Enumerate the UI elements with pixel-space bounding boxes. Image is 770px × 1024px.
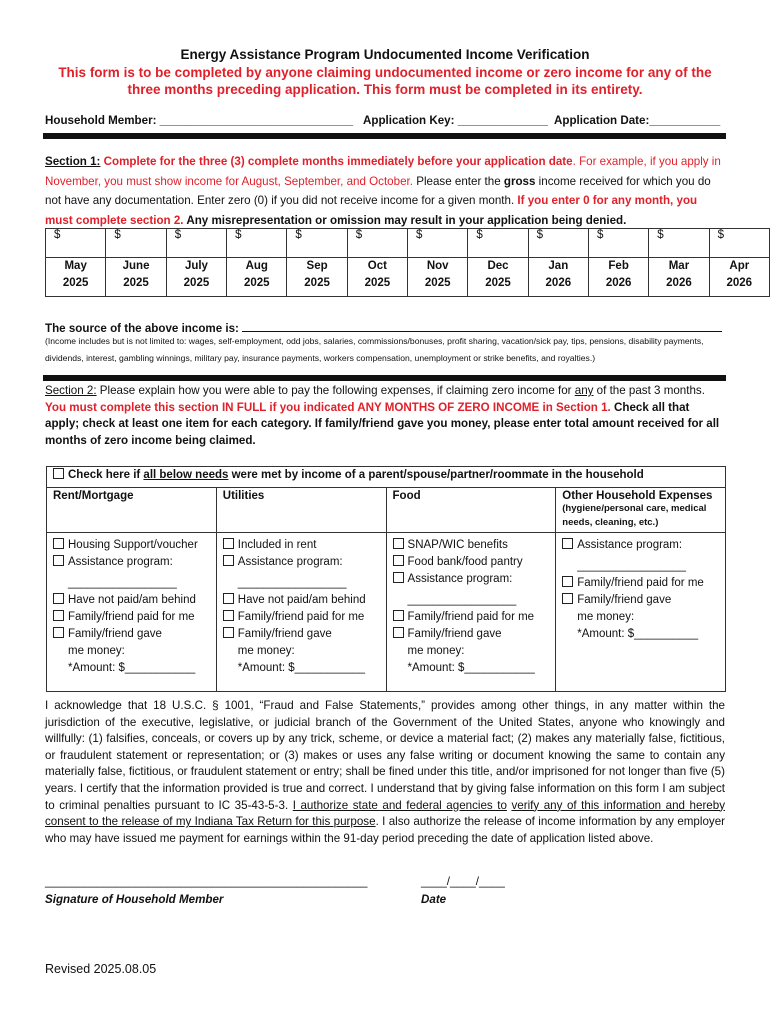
checkbox-icon[interactable]: [562, 593, 573, 604]
month-label: Jan 2026: [528, 258, 588, 297]
section2-instructions: Section 2: Please explain how you were able to pay the following expenses, if claiming zero income for any of the past 3 months. You must complete this section IN FULL if you indicated ANY MONTHS OF ZERO INCOME in Section 1. Check all that apply; check at least one item for each category. If family/friend gave you money, please enter total amount received for all months of zero income being claimed.: [45, 384, 720, 447]
other-options: [556, 533, 726, 692]
section1-label: Section 1:: [45, 155, 101, 168]
all-needs-met-checkbox[interactable]: [53, 468, 64, 479]
expenses-table: [46, 466, 726, 692]
other-program-line[interactable]: _________________: [577, 560, 686, 572]
rent-header: Rent/Mortgage: [47, 488, 217, 533]
food-option-text: me money:: [407, 645, 465, 657]
rent-program-line[interactable]: _________________: [68, 577, 177, 589]
checkbox-icon[interactable]: [393, 572, 404, 583]
checkbox-icon[interactable]: [393, 538, 404, 549]
other-option[interactable]: Family/friend gave: [562, 592, 719, 609]
checkbox-icon[interactable]: [223, 538, 234, 549]
checkbox-icon[interactable]: [53, 555, 64, 566]
other-subheader: (hygiene/personal care, medical needs, cleaning, etc.): [562, 503, 707, 528]
checkbox-icon[interactable]: [223, 627, 234, 638]
income-amount-cell[interactable]: $: [649, 229, 709, 258]
checkbox-icon[interactable]: [223, 555, 234, 566]
checkbox-icon[interactable]: [393, 555, 404, 566]
income-table: [45, 228, 770, 297]
form-notice: This form is to be completed by anyone claiming undocumented income or zero income for any of the three months preceding application. This form must be completed in its entirety.: [58, 65, 712, 97]
utilities-option[interactable]: Family/friend paid for me: [223, 609, 380, 626]
food-option[interactable]: Food bank/food pantry: [393, 554, 550, 571]
food-option[interactable]: SNAP/WIC benefits: [393, 537, 550, 554]
checkbox-icon[interactable]: [562, 538, 573, 549]
utilities-program-line[interactable]: _________________: [237, 577, 347, 589]
checkbox-icon[interactable]: [223, 593, 234, 604]
other-option[interactable]: Family/friend paid for me: [562, 575, 719, 592]
food-header: Food: [386, 488, 556, 533]
utilities-header: Utilities: [216, 488, 386, 533]
month-label: June 2025: [106, 258, 166, 297]
income-source-field[interactable]: The source of the above income is:: [45, 320, 725, 335]
signature-line[interactable]: __________________________________________________: [45, 875, 368, 888]
income-source-note: (Income includes but is not limited to: wages, self-employment, odd jobs, salaries, commissions/bonuses, profit sharing, vacation/sick pay, tips, pensions, disability payments, dividends, interest, gambling winnings, military pay, insurance payments, workers compensation, unemployment or strike benefits, and royalties.): [45, 336, 704, 363]
all-needs-met-row[interactable]: Check here if all below needs were met by income of a parent/spouse/partner/roommate in the household: [47, 467, 726, 488]
income-amount-cell[interactable]: $: [709, 229, 769, 258]
month-label: Aug 2025: [227, 258, 287, 297]
other-header: Other Household Expenses (hygiene/personal care, medical needs, cleaning, etc.): [556, 488, 726, 533]
checkbox-icon[interactable]: [393, 627, 404, 638]
rent-option[interactable]: Assistance program:: [53, 554, 210, 571]
month-label: Sep 2025: [287, 258, 347, 297]
food-amount-field[interactable]: *Amount: $___________: [407, 662, 535, 674]
rent-option-text: me money:: [68, 645, 125, 657]
food-option[interactable]: Family/friend paid for me: [393, 609, 550, 626]
checkbox-icon[interactable]: [393, 610, 404, 621]
rent-option[interactable]: Housing Support/voucher: [53, 537, 210, 554]
month-label: Oct 2025: [347, 258, 407, 297]
revision-note: Revised 2025.08.05: [45, 962, 157, 976]
utilities-option-text: me money:: [237, 645, 295, 657]
header-fields: [45, 114, 725, 127]
income-amount-cell[interactable]: $: [287, 229, 347, 258]
application-key-field[interactable]: Application Key: ______________: [363, 114, 548, 127]
checkbox-icon[interactable]: [53, 538, 64, 549]
other-amount-field[interactable]: *Amount: $__________: [577, 628, 699, 640]
divider-bar: [43, 133, 726, 139]
section2-label: Section 2:: [45, 384, 97, 397]
food-options: [386, 533, 556, 692]
food-program-line[interactable]: _________________: [407, 594, 517, 606]
income-amount-cell[interactable]: $: [468, 229, 528, 258]
utilities-option[interactable]: Assistance program:: [223, 554, 380, 571]
checkbox-icon[interactable]: [53, 593, 64, 604]
month-label: Feb 2026: [588, 258, 648, 297]
rent-option[interactable]: Family/friend paid for me: [53, 609, 210, 626]
application-date-field[interactable]: Application Date:___________: [554, 114, 721, 127]
rent-option[interactable]: Have not paid/am behind: [53, 592, 210, 609]
income-amount-cell[interactable]: $: [166, 229, 226, 258]
date-line[interactable]: ____/____/____: [421, 875, 505, 888]
month-label: Mar 2026: [649, 258, 709, 297]
month-label: May 2025: [46, 258, 106, 297]
utilities-option[interactable]: Included in rent: [223, 537, 380, 554]
food-option[interactable]: Assistance program:: [393, 571, 550, 588]
rent-options: [47, 533, 217, 692]
divider-bar: [43, 375, 726, 381]
month-label: Apr 2026: [709, 258, 769, 297]
form-title: Energy Assistance Program Undocumented Income Verification: [180, 47, 590, 62]
utilities-option[interactable]: Family/friend gave: [223, 626, 380, 643]
income-amount-cell[interactable]: $: [46, 229, 106, 258]
income-amount-cell[interactable]: $: [408, 229, 468, 258]
utilities-amount-field[interactable]: *Amount: $___________: [237, 662, 366, 674]
income-amount-cell[interactable]: $: [528, 229, 588, 258]
checkbox-icon[interactable]: [53, 610, 64, 621]
income-amount-cell[interactable]: $: [227, 229, 287, 258]
income-amount-cell[interactable]: $: [347, 229, 407, 258]
month-label: July 2025: [166, 258, 226, 297]
date-label: Date: [421, 893, 447, 906]
other-option-text: me money:: [577, 611, 635, 623]
checkbox-icon[interactable]: [53, 627, 64, 638]
rent-option[interactable]: Family/friend gave: [53, 626, 210, 643]
utilities-options: [216, 533, 386, 692]
checkbox-icon[interactable]: [562, 576, 573, 587]
household-member-field[interactable]: Household Member: ______________________________: [45, 114, 354, 127]
acknowledgement-text: I acknowledge that 18 U.S.C. § 1001, “Fraud and False Statements,” provides among other things, in any matter within the jurisdiction of the executive, legislative, or judicial branch of the Government of the United States, anyone who knowingly and willfully: (1) falsifies, conceals, or covers up by any trick, scheme, or device a material fact; (2) makes any materially false, fictitious, or fraudulent statement or representation; or (3) makes or uses any false writing or document knowing the same to contain any materially false, fictitious, or fraudulent statement or entry; shall be fined under this title, and/or imprisoned for not longer than five (5) years. I certify that the information provided is true and correct. I understand that by giving false information on this form I am subject to criminal penalties pursuant to IC 35-43-5-3. I authorize state and federal agencies to verify any of this information and hereby consent to the release of my Indiana Tax Return for this purpose. I also authorize the release of income information by any employer who may have issued me payment for earnings within the 91-day period preceding the date of application listed above.: [45, 699, 726, 845]
income-amount-cell[interactable]: $: [588, 229, 648, 258]
checkbox-icon[interactable]: [223, 610, 234, 621]
rent-amount-field[interactable]: *Amount: $___________: [68, 662, 196, 674]
income-source-line[interactable]: [242, 320, 722, 332]
month-label: Nov 2025: [408, 258, 468, 297]
utilities-option[interactable]: Have not paid/am behind: [223, 592, 380, 609]
month-label: Dec 2025: [468, 258, 528, 297]
section1-instructions: Section 1: Complete for the three (3) complete months immediately before your application date. For example, if you apply in November, you must show income for August, September, and October. Please enter the gross income received for which you do not have any documentation. Enter zero (0) if you did not receive income for a given month. If you enter 0 for any month, you must complete section 2. Any misrepresentation or omission may result in your application being denied.: [45, 155, 721, 227]
signature-label: Signature of Household Member: [45, 893, 224, 906]
income-amount-cell[interactable]: $: [106, 229, 166, 258]
food-option[interactable]: Family/friend gave: [393, 626, 550, 643]
other-option[interactable]: Assistance program:: [562, 537, 719, 554]
